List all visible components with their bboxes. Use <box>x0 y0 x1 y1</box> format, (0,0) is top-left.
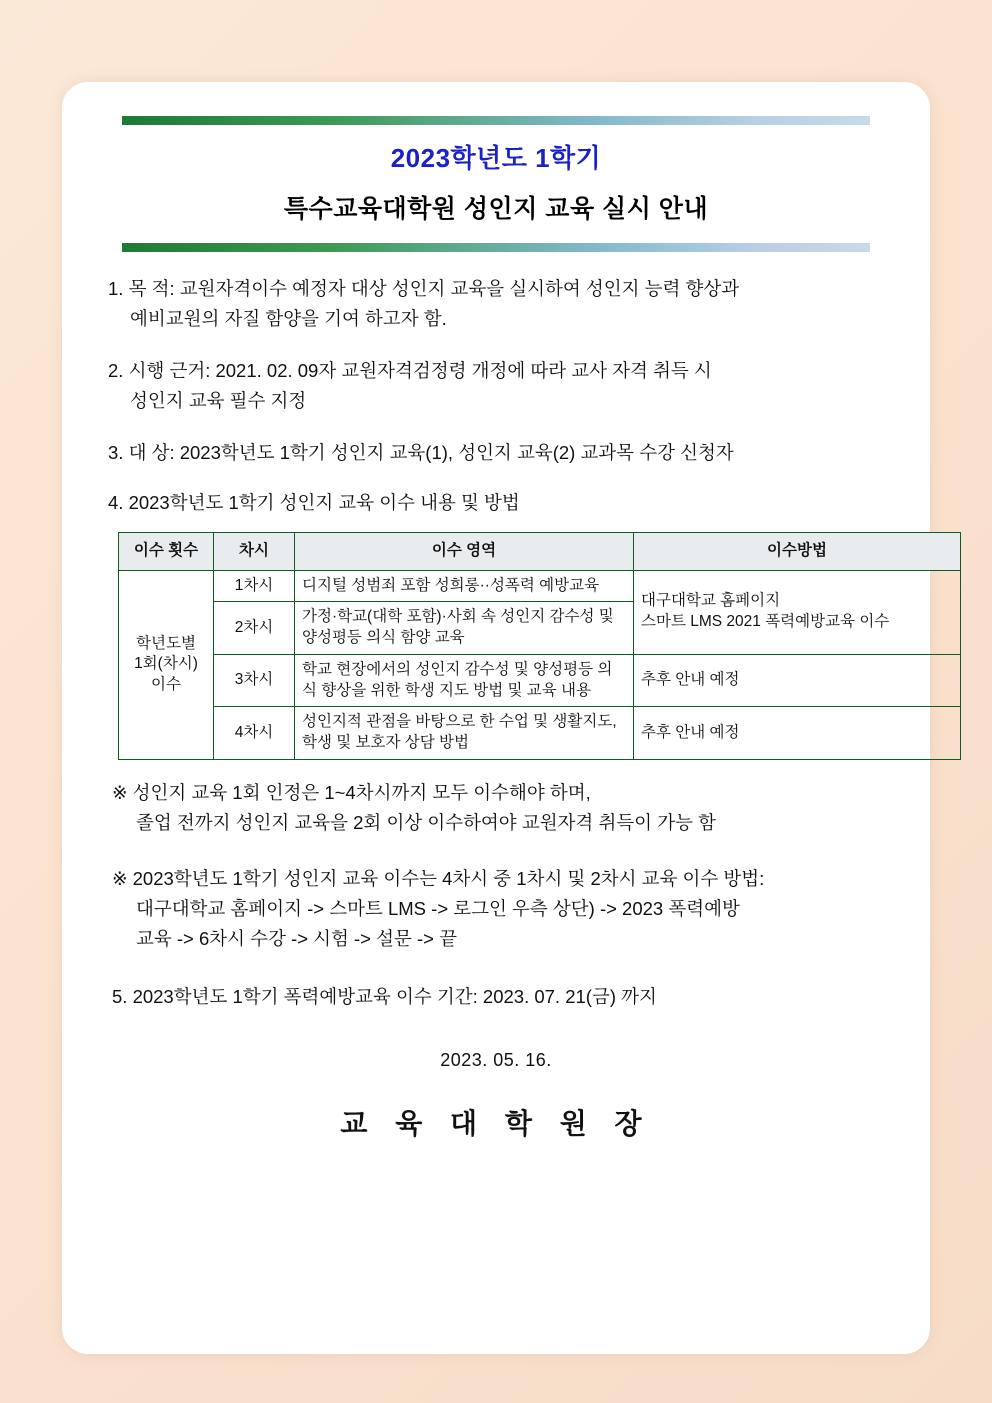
cell-area-2: 가정·학교(대학 포함)·사회 속 성인지 감수성 및 양성평등 의식 함양 교육 <box>295 602 634 655</box>
section-target <box>108 438 884 468</box>
cell-count-line3: 이수 <box>151 676 181 694</box>
document-date: 2023. 05. 16. <box>440 1049 552 1070</box>
section-period: 5. 2023학년도 1학기 폭력예방교육 이수 기간: 2023. 07. 21(금) 까지 <box>112 985 657 1007</box>
page-title-sub: 특수교육대학원 성인지 교육 실시 안내 <box>283 195 709 223</box>
cell-count-line1: 학년도별 <box>136 634 196 652</box>
col-header-session: 차시 <box>214 532 295 570</box>
table-row <box>119 654 961 707</box>
note-1-line2: 졸업 전까지 성인지 교육을 2회 이상 이수하여야 교원자격 취득이 가능 함 <box>136 811 716 833</box>
note-2-line2: 대구대학교 홈페이지 -> 스마트 LMS -> 로그인 우측 상단) -> 2023 폭력예방 <box>136 897 740 919</box>
cell-area-4: 성인지적 관점을 바탕으로 한 수업 및 생활지도,학생 및 보호자 상담 방법 <box>295 707 634 760</box>
section-purpose-line1: 1. 목 적: 교원자격이수 예정자 대상 성인지 교육을 실시하여 성인지 능력 향상과 <box>108 278 740 299</box>
section-basis-line2: 성인지 교육 필수 지정 <box>130 389 307 411</box>
section-purpose-line2: 예비교원의 자질 함양을 기여 하고자 함. <box>130 307 447 329</box>
cell-session-3: 3차시 <box>214 654 295 707</box>
section-basis <box>108 356 884 416</box>
cell-method-merged <box>634 570 961 654</box>
document-page <box>62 82 930 1354</box>
cell-session-2: 2차시 <box>214 602 295 655</box>
cell-area-1: 디지털 성범죄 포함 성희롱··성폭력 예방교육 <box>295 570 634 602</box>
header-rule-bottom <box>122 243 870 252</box>
cell-area-3: 학교 현장에서의 성인지 감수성 및 양성평등 의식 향상을 위한 학생 지도 방법 및 교육 내용 <box>295 654 634 707</box>
table-row <box>119 570 961 602</box>
section-method-title: 4. 2023학년도 1학기 성인지 교육 이수 내용 및 방법 <box>108 491 520 513</box>
document-signer: 교 육 대 학 원 장 <box>340 1107 652 1139</box>
cell-method-line2: 스마트 LMS 2021 폭력예방교육 이수 <box>641 613 890 631</box>
note-1-line1: ※ 성인지 교육 1회 인정은 1~4차시까지 모두 이수해야 하며, <box>112 781 591 803</box>
col-header-area: 이수 영역 <box>295 532 634 570</box>
note-2 <box>112 864 884 954</box>
table-row <box>119 707 961 760</box>
cell-session-1: 1차시 <box>214 570 295 602</box>
cell-method-3: 추후 안내 예정 <box>634 654 961 707</box>
document-inner <box>62 82 930 1146</box>
cell-method-4: 추후 안내 예정 <box>634 707 961 760</box>
completion-table <box>118 532 961 760</box>
table-header-row <box>119 532 961 570</box>
header-rule-top <box>122 116 870 125</box>
cell-session-4: 4차시 <box>214 707 295 760</box>
note-2-line3: 교육 -> 6차시 수강 -> 시험 -> 설문 -> 끝 <box>136 927 457 949</box>
cell-count-line2: 1회(차시) <box>134 655 198 673</box>
document-header <box>108 125 884 237</box>
col-header-count: 이수 횟수 <box>119 532 214 570</box>
cell-count <box>119 570 214 759</box>
section-basis-line1: 2. 시행 근거: 2021. 02. 09자 교원자격검정령 개정에 따라 교사 자격 취득 시 <box>108 359 712 381</box>
page-title-main: 2023학년도 1학기 <box>390 143 602 173</box>
document-body <box>108 252 890 1146</box>
note-1 <box>112 778 884 838</box>
section-target-line1: 3. 대 상: 2023학년도 1학기 성인지 교육(1), 성인지 교육(2) 교과목 수강 신청자 <box>108 441 734 463</box>
section-purpose <box>108 274 884 334</box>
cell-method-line1: 대구대학교 홈페이지 <box>641 592 781 610</box>
note-2-line1: ※ 2023학년도 1학기 성인지 교육 이수는 4차시 중 1차시 및 2차시 교육 이수 방법: <box>112 867 765 889</box>
col-header-method: 이수방법 <box>634 532 961 570</box>
